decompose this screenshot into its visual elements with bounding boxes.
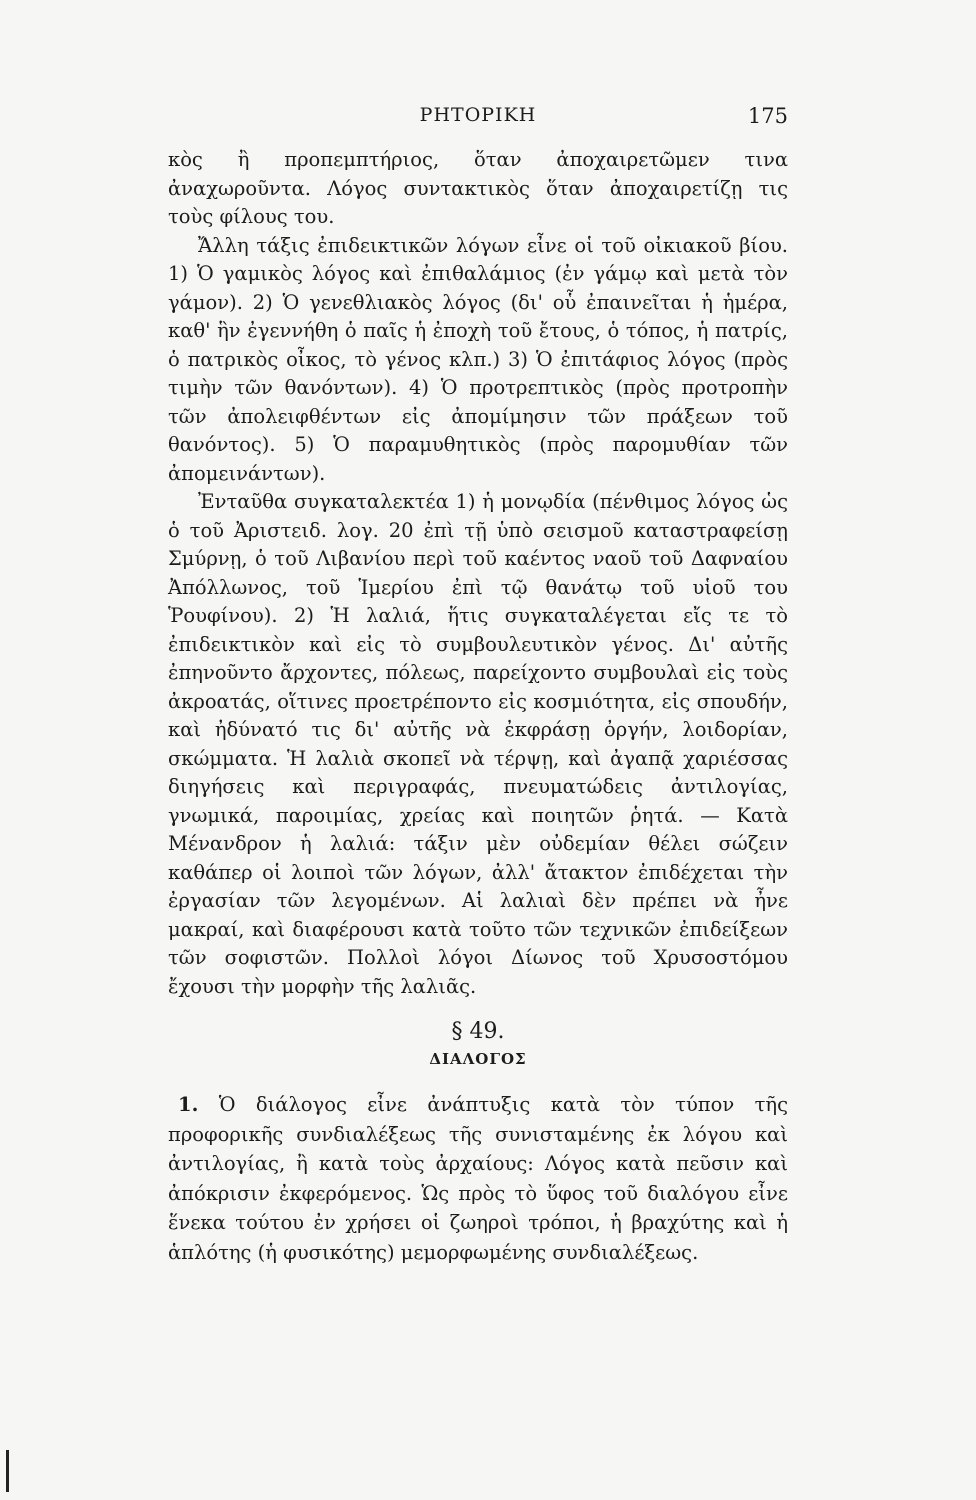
paragraph-number: 1. <box>178 1093 199 1116</box>
paragraph-domestic-speeches: Ἄλλη τάξις ἐπιδεικτικῶν λόγων εἶνε οἱ τοῦ οἰκιακοῦ βίου. 1) Ὁ γαμικὸς λόγος καὶ ἐπιθαλάμιος (ἐν γάμῳ καὶ μετὰ τὸν γάμον). 2) Ὁ γενεθλιακὸς λόγος (δι' οὗ ἐπαινεῖται ἡ ἡμέρα, καθ' ἣν ἐγεννήθη ὁ παῖς ἡ ἐποχὴ τοῦ ἔτους, ὁ τόπος, ἡ πατρίς, ὁ πατρικὸς οἶκος, τὸ γένος κλπ.) 3) Ὁ ἐπιτάφιος λόγος (πρὸς τιμὴν τῶν θανόντων). 4) Ὁ προτρεπτικὸς (πρὸς προτροπὴν τῶν ἀπολειφθέντων εἰς ἀπομίμησιν τῶν πράξεων τοῦ θανόντος). 5) Ὁ παραμυθητικὸς (πρὸς παρομυθίαν τῶν ἀπομεινάντων). <box>168 233 788 485</box>
page-number: 175 <box>747 104 788 128</box>
section-title: ΔΙΑΛΟΓΟΣ <box>429 1050 527 1068</box>
running-title: ΡΗΤΟΡΙΚΗ <box>419 104 537 126</box>
section-sign: § 49. <box>451 1019 505 1044</box>
paragraph-dialogue-text: Ὁ διάλογος εἶνε ἀνάπτυξις κατὰ τὸν τύπον τῆς προφορικῆς συνδιαλέξεως τῆς συνισταμένης ἐκ λόγου καὶ ἀντιλογίας, ἢ κατὰ τοὺς ἀρχαίους: Λόγος κατὰ πεῦσιν καὶ ἀπόκρισιν ἐκφερόμενος. Ὡς πρὸς τὸ ὕφος τοῦ διαλόγου εἶνε ἕνεκα τούτου ἐν χρήσει οἱ ζωηροὶ τρόποι, ἡ βραχύτης καὶ ἡ ἁπλότης (ἡ φυσικότης) μεμορφωμένης συνδιαλέξεως. <box>168 1093 788 1264</box>
binding-mark <box>6 1450 9 1492</box>
paragraph-continuation: κὸς ἢ προπεμπτήριος, ὅταν ἀποχαιρετῶμεν τινα ἀναχωροῦντα. Λόγος συντακτικὸς ὅταν ἀποχαιρετίζῃ τις τοὺς φίλους του. <box>168 148 788 228</box>
paragraph-monody-lalia: Ἐνταῦθα συγκαταλεκτέα 1) ἡ μονῳδία (πένθιμος λόγος ὡς ὁ τοῦ Ἀριστειδ. λογ. 20 ἐπὶ τῇ ὑπὸ σεισμοῦ καταστραφείσῃ Σμύρνῃ, ὁ τοῦ Λιβανίου περὶ τοῦ καέντος ναοῦ τοῦ Δαφναίου Ἀπόλλωνος, τοῦ Ἱμερίου ἐπὶ τῷ θανάτῳ τοῦ υἱοῦ του Ῥουφίνου). 2) Ἡ λαλιά, ἥτις συγκαταλέγεται εἴς τε τὸ ἐπιδεικτικὸν καὶ εἰς τὸ συμβουλευτικὸν γένος. Δι' αὐτῆς ἐπηνοῦντο ἄρχοντες, πόλεως, παρείχοντο συμβουλαὶ εἰς τοὺς ἀκροατάς, οἵτινες προετρέποντο εἰς κοσμιότητα, εἰς σπουδήν, καὶ ἠδύνατό τις δι' αὐτῆς νὰ ἐκφράσῃ ὀργήν, λοιδορίαν, σκώμματα. Ἡ λαλιὰ σκοπεῖ νὰ τέρψῃ, καὶ ἀγαπᾷ χαριέσσας διηγήσεις καὶ περιγραφάς, πνευματώδεις ἀντιλογίας, γνωμικά, παροιμίας, χρείας καὶ ποιητῶν ῥητά. — Κατὰ Μένανδρον ἡ λαλιά: τάξιν μὲν οὐδεμίαν θέλει σώζειν καθάπερ οἱ λοιποὶ τῶν λόγων, ἀλλ' ἄτακτον ἐπιδέχεται τὴν ἐργασίαν τῶν λεγομένων. Αἱ λαλιαὶ δὲν πρέπει νὰ ἦνε μακραί, καὶ διαφέρουσι κατὰ τοῦτο τῶν τεχνικῶν ἐπιδείξεων τῶν σοφιστῶν. Πολλοὶ λόγοι Δίωνος τοῦ Χρυσοστόμου ἔχουσι τὴν μορφὴν τῆς λαλιᾶς. <box>168 490 788 998</box>
body-text <box>168 146 788 1267</box>
paragraph-dialogue <box>168 1090 788 1267</box>
page-header <box>168 104 788 134</box>
